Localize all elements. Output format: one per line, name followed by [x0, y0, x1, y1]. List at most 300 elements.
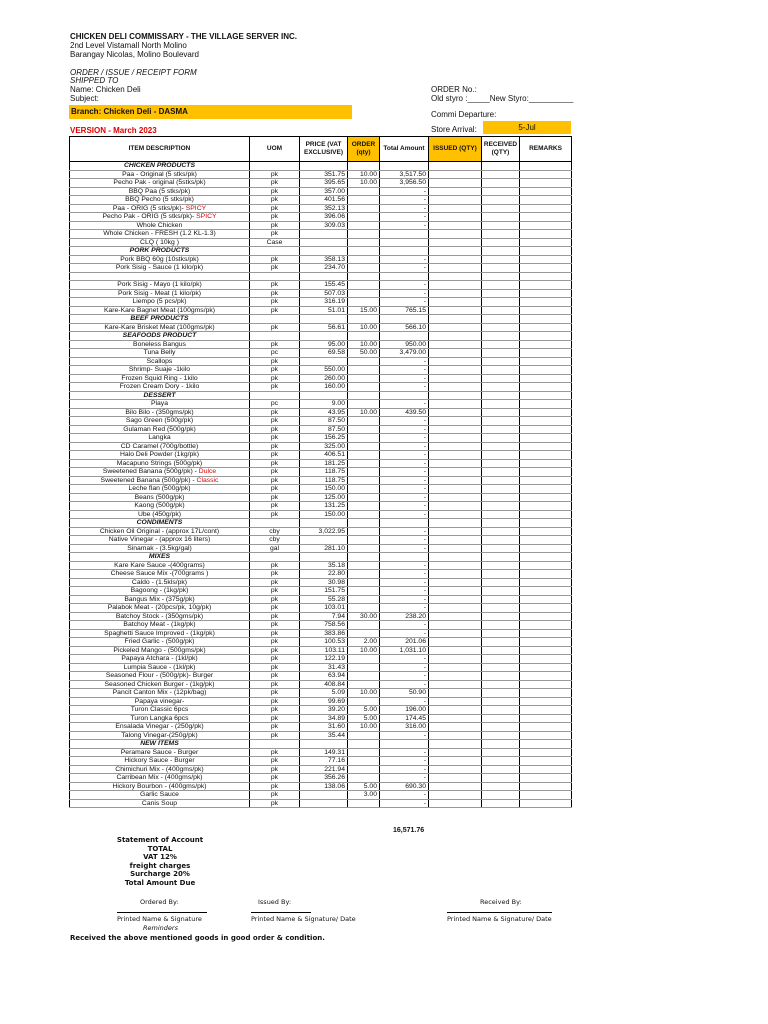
item-received-qty — [482, 672, 520, 681]
item-description — [70, 400, 250, 409]
empty-cell — [482, 315, 520, 324]
empty-cell — [429, 247, 482, 256]
item-remarks — [520, 723, 572, 732]
table-row — [70, 672, 572, 681]
item-order-qty — [348, 604, 380, 613]
item-description — [70, 621, 250, 630]
item-uom: pk — [250, 298, 300, 307]
item-description — [70, 255, 250, 264]
item-issued-qty — [429, 570, 482, 579]
table-row — [70, 765, 572, 774]
table-row — [70, 323, 572, 332]
item-description — [70, 383, 250, 392]
item-uom: pk — [250, 638, 300, 647]
item-uom: pk — [250, 680, 300, 689]
item-issued-qty — [429, 323, 482, 332]
item-remarks — [520, 451, 572, 460]
item-total-amount: - — [380, 774, 429, 783]
item-received-qty — [482, 714, 520, 723]
item-order-qty: 10.00 — [348, 323, 380, 332]
item-uom: pc — [250, 400, 300, 409]
item-uom: cby — [250, 536, 300, 545]
item-received-qty — [482, 366, 520, 375]
table-row — [70, 468, 572, 477]
item-issued-qty — [429, 340, 482, 349]
item-uom: pk — [250, 493, 300, 502]
item-description-text: Frozen Cream Dory - 1kilo — [119, 383, 200, 390]
item-total-amount: - — [380, 485, 429, 494]
item-total-amount: - — [380, 476, 429, 485]
item-description — [70, 697, 250, 706]
item-received-qty — [482, 638, 520, 647]
item-description — [70, 646, 250, 655]
table-row — [70, 510, 572, 519]
item-order-qty — [348, 663, 380, 672]
item-received-qty — [482, 196, 520, 205]
item-description-text: Leche flan (500g/pk) — [128, 485, 191, 492]
item-received-qty — [482, 612, 520, 621]
item-total-amount: - — [380, 748, 429, 757]
item-total-amount: - — [380, 621, 429, 630]
item-price: 7.94 — [300, 612, 348, 621]
empty-cell — [250, 553, 300, 562]
item-issued-qty — [429, 179, 482, 188]
item-issued-qty — [429, 561, 482, 570]
item-issued-qty — [429, 731, 482, 740]
item-received-qty — [482, 655, 520, 664]
branch-label: Branch: Chicken Deli - DASMA — [69, 105, 352, 119]
item-description-text: Kare Kare Sauce -(400grams) — [114, 561, 205, 569]
item-remarks — [520, 213, 572, 222]
item-issued-qty — [429, 459, 482, 468]
item-issued-qty — [429, 272, 482, 281]
item-description — [70, 757, 250, 766]
empty-cell — [520, 519, 572, 528]
empty-cell — [250, 519, 300, 528]
received-by-label: Received By: — [480, 898, 522, 906]
item-price: 103.01 — [300, 604, 348, 613]
col-received-qty: RECEIVED (QTY) — [482, 137, 520, 162]
item-remarks — [520, 782, 572, 791]
item-uom: pk — [250, 417, 300, 426]
table-row — [70, 374, 572, 383]
item-issued-qty — [429, 383, 482, 392]
table-row — [70, 544, 572, 553]
item-description-text: Kare-Kare Brisket Meat (100gms/pk) — [104, 323, 215, 331]
item-total-amount: - — [380, 400, 429, 409]
item-order-qty — [348, 272, 380, 281]
empty-cell — [380, 519, 429, 528]
empty-cell — [429, 519, 482, 528]
item-order-qty: 10.00 — [348, 646, 380, 655]
item-description-text: Papaya Atchara - (1kl/pk) — [121, 655, 198, 662]
item-remarks — [520, 357, 572, 366]
item-received-qty — [482, 587, 520, 596]
item-remarks — [520, 170, 572, 179]
item-price: 234.70 — [300, 264, 348, 273]
item-issued-qty — [429, 264, 482, 273]
item-received-qty — [482, 374, 520, 383]
table-row — [70, 298, 572, 307]
item-order-qty — [348, 196, 380, 205]
item-remarks — [520, 179, 572, 188]
item-description — [70, 714, 250, 723]
item-issued-qty — [429, 204, 482, 213]
item-description — [70, 502, 250, 511]
item-description — [70, 357, 250, 366]
item-total-amount: - — [380, 442, 429, 451]
item-remarks — [520, 468, 572, 477]
item-issued-qty — [429, 629, 482, 638]
item-description-text: Batchoy Meat - (1kg/pk) — [123, 621, 196, 628]
item-description — [70, 417, 250, 426]
empty-cell — [429, 332, 482, 341]
item-order-qty: 10.00 — [348, 179, 380, 188]
item-order-qty — [348, 672, 380, 681]
item-uom: pk — [250, 799, 300, 808]
item-price: 758.56 — [300, 621, 348, 630]
category-label: SEAFOODS PRODUCT — [70, 332, 250, 341]
table-row — [70, 791, 572, 800]
item-remarks — [520, 221, 572, 230]
item-received-qty — [482, 238, 520, 247]
item-description-text: Fried Garlic - (500g/pk) — [124, 638, 195, 645]
item-price: 87.50 — [300, 425, 348, 434]
table-row — [70, 425, 572, 434]
item-issued-qty — [429, 765, 482, 774]
item-description — [70, 587, 250, 596]
table-row — [70, 238, 572, 247]
category-label: DESSERT — [70, 391, 250, 400]
item-uom: pk — [250, 451, 300, 460]
category-label: CONDIMENTS — [70, 519, 250, 528]
category-row — [70, 740, 572, 749]
item-received-qty — [482, 289, 520, 298]
item-order-qty — [348, 765, 380, 774]
item-uom: pk — [250, 646, 300, 655]
item-remarks — [520, 510, 572, 519]
table-row — [70, 340, 572, 349]
item-uom: pk — [250, 510, 300, 519]
item-order-qty — [348, 374, 380, 383]
item-uom: pk — [250, 731, 300, 740]
item-price — [300, 791, 348, 800]
item-description — [70, 230, 250, 239]
item-description — [70, 187, 250, 196]
item-issued-qty — [429, 799, 482, 808]
item-uom: pk — [250, 408, 300, 417]
item-issued-qty — [429, 425, 482, 434]
item-remarks — [520, 340, 572, 349]
category-row — [70, 391, 572, 400]
item-uom: gal — [250, 544, 300, 553]
item-order-qty — [348, 238, 380, 247]
item-order-qty — [348, 281, 380, 290]
table-row — [70, 502, 572, 511]
table-row — [70, 434, 572, 443]
item-description — [70, 349, 250, 358]
item-received-qty — [482, 706, 520, 715]
item-uom: pk — [250, 765, 300, 774]
item-received-qty — [482, 255, 520, 264]
item-description-text: Turon Langka 6pcs — [130, 714, 189, 722]
item-issued-qty — [429, 604, 482, 613]
item-received-qty — [482, 476, 520, 485]
item-total-amount: 690.30 — [380, 782, 429, 791]
item-received-qty — [482, 417, 520, 426]
item-description-text: Pancit Canton Mix - (12pk/bag) — [112, 689, 207, 696]
empty-cell — [429, 391, 482, 400]
item-description — [70, 179, 250, 188]
category-row — [70, 162, 572, 171]
item-description — [70, 366, 250, 375]
item-remarks — [520, 196, 572, 205]
item-price: 160.00 — [300, 383, 348, 392]
item-order-qty: 3.00 — [348, 791, 380, 800]
table-row — [70, 629, 572, 638]
table-row — [70, 731, 572, 740]
item-total-amount: - — [380, 663, 429, 672]
item-order-qty — [348, 298, 380, 307]
item-description — [70, 340, 250, 349]
item-remarks — [520, 570, 572, 579]
address-line-1: 2nd Level Vistamall North Molino — [70, 41, 187, 50]
item-description-text: Sweetened Banana (500g/pk) - — [102, 468, 199, 475]
item-issued-qty — [429, 221, 482, 230]
item-description — [70, 604, 250, 613]
item-total-amount: - — [380, 425, 429, 434]
item-uom: pk — [250, 255, 300, 264]
item-received-qty — [482, 621, 520, 630]
item-issued-qty — [429, 451, 482, 460]
item-remarks — [520, 255, 572, 264]
category-row — [70, 519, 572, 528]
item-description — [70, 289, 250, 298]
col-price: PRICE (VAT EXCLUSIVE) — [300, 137, 348, 162]
item-description-text: Papaya vinegar- — [134, 697, 185, 705]
item-issued-qty — [429, 663, 482, 672]
item-price: 118.75 — [300, 468, 348, 477]
empty-cell — [380, 391, 429, 400]
item-uom: pk — [250, 791, 300, 800]
item-description — [70, 561, 250, 570]
item-issued-qty — [429, 578, 482, 587]
item-description-text: Sinamak - (3.5kg/gal) — [127, 544, 192, 552]
table-row — [70, 663, 572, 672]
item-order-qty — [348, 221, 380, 230]
item-total-amount: - — [380, 765, 429, 774]
soa-total: TOTAL — [147, 844, 173, 853]
item-received-qty — [482, 731, 520, 740]
item-uom: pk — [250, 221, 300, 230]
item-issued-qty — [429, 612, 482, 621]
item-price: 51.01 — [300, 306, 348, 315]
item-price: 357.00 — [300, 187, 348, 196]
item-price: 31.43 — [300, 663, 348, 672]
reminders-label: Reminders — [143, 924, 178, 932]
empty-cell — [380, 162, 429, 171]
item-total-amount: 3,956.50 — [380, 179, 429, 188]
item-order-qty — [348, 434, 380, 443]
item-received-qty — [482, 578, 520, 587]
item-order-qty — [348, 425, 380, 434]
item-description — [70, 170, 250, 179]
item-description — [70, 476, 250, 485]
item-order-qty — [348, 570, 380, 579]
item-received-qty — [482, 340, 520, 349]
item-description-text: Ensalada Vinegar - (250g/pk) — [115, 723, 204, 730]
item-price: 69.58 — [300, 349, 348, 358]
item-received-qty — [482, 595, 520, 604]
item-issued-qty — [429, 714, 482, 723]
item-total-amount: - — [380, 570, 429, 579]
item-order-qty: 10.00 — [348, 689, 380, 698]
item-price: 35.18 — [300, 561, 348, 570]
item-remarks — [520, 638, 572, 647]
item-issued-qty — [429, 595, 482, 604]
item-uom: pk — [250, 442, 300, 451]
table-row — [70, 782, 572, 791]
soa-title: Statement of Account — [116, 836, 204, 844]
item-price — [300, 230, 348, 239]
item-received-qty — [482, 425, 520, 434]
item-received-qty — [482, 485, 520, 494]
item-total-amount: - — [380, 374, 429, 383]
empty-cell — [300, 553, 348, 562]
item-price: 55.28 — [300, 595, 348, 604]
item-issued-qty — [429, 289, 482, 298]
item-remarks — [520, 400, 572, 409]
item-issued-qty — [429, 400, 482, 409]
item-price: 22.80 — [300, 570, 348, 579]
item-order-qty — [348, 680, 380, 689]
item-order-qty — [348, 587, 380, 596]
item-total-amount: 201.06 — [380, 638, 429, 647]
item-issued-qty — [429, 255, 482, 264]
table-row — [70, 408, 572, 417]
table-row — [70, 179, 572, 188]
item-description-text: Langka — [148, 434, 171, 441]
item-order-qty — [348, 400, 380, 409]
item-remarks — [520, 714, 572, 723]
styro-field: Old styro :_____New Styro:__________ — [431, 94, 574, 103]
item-description-text: Halo Deli Powder (1kg/pk) — [120, 451, 199, 458]
item-issued-qty — [429, 757, 482, 766]
item-price: 39.20 — [300, 706, 348, 715]
item-remarks — [520, 689, 572, 698]
ordered-by-label: Ordered By: — [140, 898, 179, 906]
item-description-text: Caldo - (1.5kls/pk) — [131, 578, 188, 586]
soa-surcharge: Surcharge 20% — [130, 870, 190, 878]
item-description-text: Sago Green (500g/pk) — [125, 417, 194, 424]
item-remarks — [520, 204, 572, 213]
category-row — [70, 553, 572, 562]
item-remarks — [520, 527, 572, 536]
item-remarks — [520, 731, 572, 740]
item-price: 151.75 — [300, 587, 348, 596]
item-order-qty — [348, 459, 380, 468]
item-description — [70, 213, 250, 222]
empty-cell — [250, 162, 300, 171]
item-description-text: Playa — [150, 400, 168, 407]
item-order-qty — [348, 417, 380, 426]
empty-cell — [482, 162, 520, 171]
item-price: 99.69 — [300, 697, 348, 706]
item-description — [70, 272, 250, 281]
table-row — [70, 221, 572, 230]
item-issued-qty — [429, 357, 482, 366]
item-total-amount: - — [380, 587, 429, 596]
category-label: MIXES — [70, 553, 250, 562]
item-description-text: Bilo Bilo - (350gms/pk) — [125, 408, 194, 416]
empty-cell — [300, 332, 348, 341]
item-description — [70, 510, 250, 519]
item-issued-qty — [429, 672, 482, 681]
item-price: 356.26 — [300, 774, 348, 783]
item-price: 9.00 — [300, 400, 348, 409]
item-order-qty: 10.00 — [348, 170, 380, 179]
item-total-amount: - — [380, 655, 429, 664]
item-total-amount: - — [380, 510, 429, 519]
table-row — [70, 306, 572, 315]
item-uom: pk — [250, 663, 300, 672]
item-order-qty — [348, 561, 380, 570]
table-row — [70, 570, 572, 579]
item-total-amount: - — [380, 791, 429, 800]
item-uom: pk — [250, 621, 300, 630]
item-remarks — [520, 629, 572, 638]
item-uom: pk — [250, 374, 300, 383]
table-row — [70, 459, 572, 468]
item-remarks — [520, 706, 572, 715]
item-description — [70, 425, 250, 434]
empty-cell — [300, 315, 348, 324]
item-remarks — [520, 680, 572, 689]
item-price: 352.13 — [300, 204, 348, 213]
item-description — [70, 680, 250, 689]
empty-cell — [520, 315, 572, 324]
item-description-text: Kaong (500g/pk) — [134, 502, 185, 509]
item-price: 30.98 — [300, 578, 348, 587]
item-uom: pk — [250, 425, 300, 434]
form-title: ORDER / ISSUE / RECEIPT FORM — [70, 68, 197, 77]
item-price: 100.53 — [300, 638, 348, 647]
table-row — [70, 799, 572, 808]
item-uom: pk — [250, 434, 300, 443]
item-total-amount — [380, 238, 429, 247]
subject-label: Subject: — [70, 94, 99, 103]
item-order-qty: 10.00 — [348, 723, 380, 732]
item-received-qty — [482, 697, 520, 706]
item-description — [70, 459, 250, 468]
table-row — [70, 774, 572, 783]
item-uom: pk — [250, 782, 300, 791]
item-order-qty — [348, 748, 380, 757]
item-description-text: CD Caramel (700g/bottle) — [120, 442, 199, 450]
item-description-text: Seasoned Chicken Burger - (1kg/pk) — [104, 680, 215, 688]
item-description — [70, 306, 250, 315]
item-remarks — [520, 697, 572, 706]
item-description — [70, 434, 250, 443]
item-description-text: Chimichuri Mix - (400gms/pk) — [115, 765, 204, 773]
item-description — [70, 663, 250, 672]
table-row — [70, 706, 572, 715]
item-price: 3,022.95 — [300, 527, 348, 536]
item-description — [70, 765, 250, 774]
item-issued-qty — [429, 680, 482, 689]
item-received-qty — [482, 502, 520, 511]
item-received-qty — [482, 680, 520, 689]
